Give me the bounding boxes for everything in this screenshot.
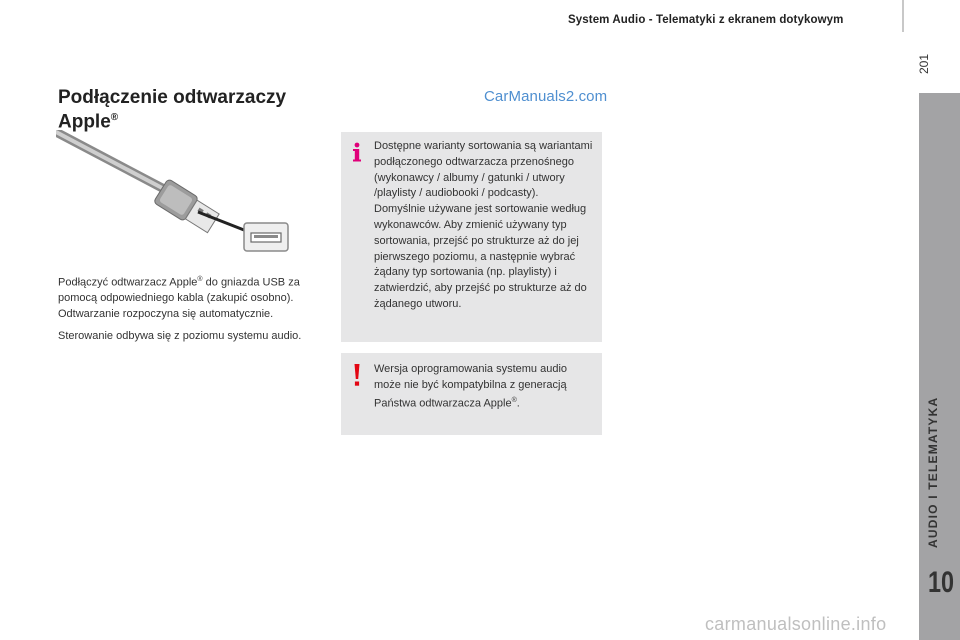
info-note-default: Domyślnie używane jest sortowanie według wykonawców. Aby zmienić używany typ sortowania, przejść po strukturze aż do jej pierwszego poziomu, a następnie wybrać żądany typ sortowania (np. playlisty) i zatwierdzić, aby przejść po strukturze aż do żądanego utworu.	[374, 203, 587, 310]
page-number: 201	[917, 53, 931, 74]
page-header-title: System Audio - Telematyki z ekranem dotykowym	[568, 14, 844, 26]
warning-note-text: Wersja oprogramowania systemu audio może nie być kompatybilna z generacją Państwa odtwarzacza Apple®.	[374, 363, 567, 410]
body-text	[58, 272, 323, 352]
section-title-line1: Podłączenie odtwarzaczy	[58, 87, 287, 108]
body-paragraph-2: Odtwarzanie rozpoczyna się automatycznie.	[58, 307, 274, 320]
chapter-sidebar-label: AUDIO I TELEMATYKA	[926, 396, 940, 548]
chapter-sidebar	[919, 93, 960, 640]
body-paragraph-1: Podłączyć odtwarzacz Apple® do gniazda USB za pomocą odpowiedniego kabla (zakupić osobno). Odtwarzanie rozpoczyna się automatycznie.	[58, 276, 300, 320]
chapter-number: 10	[927, 566, 955, 599]
registered-mark: ®	[511, 397, 517, 404]
warning-icon	[351, 364, 363, 386]
registered-mark: ®	[197, 276, 203, 283]
section-title	[58, 88, 286, 132]
info-note-sorting: Dostępne warianty sortowania są wariantami podłączonego odtwarzacza przenośnego (wykonawcy / albumy / gatunki / utwory /playlisty / audiobooki / podcasty).	[374, 140, 593, 200]
registered-mark: ®	[110, 112, 119, 123]
watermark-carmanuals2: CarManuals2.com	[484, 88, 608, 105]
footer-watermark: carmanualsonline.info	[705, 614, 887, 634]
section-title-line2: Apple	[58, 111, 111, 133]
info-note-text	[374, 139, 596, 313]
info-icon	[351, 142, 363, 162]
usb-cable-illustration	[56, 130, 296, 255]
header-divider	[902, 0, 904, 32]
body-paragraph-3: Sterowanie odbywa się z poziomu systemu audio.	[58, 330, 302, 343]
